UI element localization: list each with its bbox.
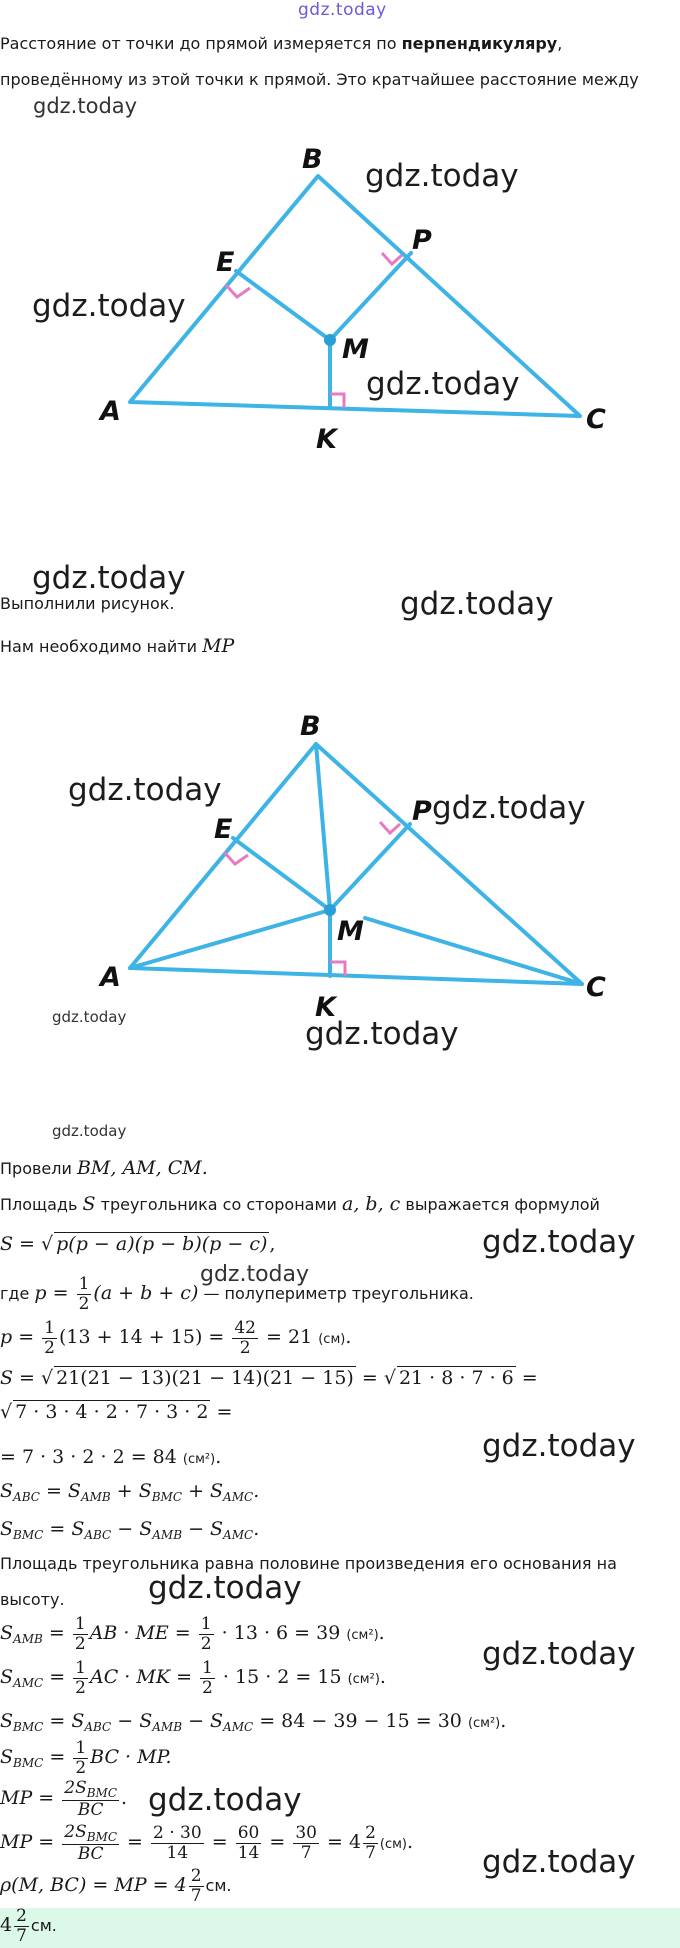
label-k: K — [315, 992, 336, 1023]
watermark: gdz.today — [148, 1782, 302, 1818]
formula-p-def: где p = $\frac{1}{2}$ (a + b + c) — полупериметр треугольника. — [0, 1274, 474, 1314]
label-k: K — [316, 424, 337, 455]
label-a: A — [100, 396, 121, 427]
formula-s-calc-1: S = √ 21(21 − 13)(21 − 14)(21 − 15) = √ 21 · 8 · 7 · 6 = — [0, 1367, 538, 1389]
label-e: E — [216, 247, 235, 278]
formula-bmc-def: $S_{BMC}$ = $\frac{1}{2}$ BC · MP. — [0, 1738, 172, 1778]
formula-s-calc-3: = 7 · 3 · 2 · 2 = 84 (см²). — [0, 1446, 222, 1468]
watermark: gdz.today — [52, 1008, 127, 1026]
watermark: gdz.today — [148, 1570, 302, 1606]
watermark: gdz.today — [52, 1122, 127, 1140]
formula-bmc-calc: $S_{BMC} = S_{ABC} - S_{AMB} - S_{AMC} = 84 - 39 - 15 = 30$ (см²). — [0, 1710, 507, 1734]
segment-bm — [316, 744, 330, 910]
segment-cm — [365, 918, 582, 984]
formula-rho: ρ(M, BC) = MP = 4 $\frac{2}{7}$ см. — [0, 1866, 232, 1906]
answer-value: 4 $\frac{2}{7}$ см. — [0, 1906, 57, 1946]
watermark: gdz.today — [68, 772, 222, 808]
label-b: B — [302, 144, 323, 175]
label-a: A — [100, 962, 121, 993]
right-angle-p — [382, 253, 402, 264]
watermark: gdz.today — [32, 560, 186, 596]
text-area-rule-2: высоту. — [0, 1590, 65, 1609]
segment-me — [233, 838, 330, 910]
formula-s-calc-2: √ 7 · 3 · 4 · 2 · 7 · 3 · 2 = — [0, 1401, 233, 1423]
watermark: gdz.today — [482, 1636, 636, 1672]
triangle-figure-1 — [0, 100, 680, 470]
right-angle-k — [330, 394, 344, 408]
segment-mp — [330, 253, 411, 340]
watermark: gdz.today — [482, 1224, 636, 1260]
formula-amb: $S_{AMB}$ = $\frac{1}{2}$ AB · ME = $\frac{1}{2}$ · 13 · 6 = 39 (см²). — [0, 1614, 385, 1654]
formula-mp-def: MP = $\frac{2S_{BMC}}{BC}$ . — [0, 1778, 128, 1820]
formula-sum: $S_{ABC} = S_{AMB} + S_{BMC} + S_{AMC}$. — [0, 1480, 260, 1504]
watermark: gdz.today — [365, 158, 519, 194]
triangle-figure-2 — [0, 700, 680, 1040]
formula-mp-calc: MP = $\frac{2S_{BMC}}{BC}$ = $\frac{2 \cdot 30}{14}$ = $\frac{60}{14}$ = $\frac{30}{7}$ = 4 $\frac{2}{7}$ (см). — [0, 1822, 414, 1864]
formula-p-calc: p = $\frac{1}{2}$ (13 + 14 + 15) = $\frac{42}{2}$ = 21 (см). — [0, 1318, 352, 1358]
right-angle-e — [224, 852, 248, 864]
formula-diff: $S_{BMC} = S_{ABC} - S_{AMB} - S_{AMC}$. — [0, 1518, 260, 1542]
segment-am — [130, 910, 330, 968]
watermark: gdz.today — [33, 94, 138, 118]
segment-mp — [330, 824, 410, 910]
point-m — [324, 904, 336, 916]
right-angle-e — [226, 285, 250, 297]
label-c: C — [586, 404, 606, 435]
watermark: gdz.today — [32, 288, 186, 324]
text-drew: Провели BM, AM, CM. — [0, 1157, 208, 1179]
text-drawn: Выполнили рисунок. — [0, 594, 175, 613]
text-area-rule-1: Площадь треугольника равна половине произведения его основания на — [0, 1554, 617, 1573]
label-m: M — [342, 334, 369, 365]
right-angle-p — [380, 822, 400, 833]
label-b: B — [300, 711, 321, 742]
intro-line-1: Расстояние от точки до прямой измеряется по перпендикуляру, — [0, 34, 563, 53]
site-header-logo[interactable]: gdz.today — [298, 0, 387, 20]
watermark: gdz.today — [200, 1262, 310, 1287]
text-need-find: Нам необходимо найти MP — [0, 635, 235, 657]
label-p: P — [412, 796, 432, 827]
label-m: M — [337, 916, 364, 947]
watermark: gdz.today — [400, 586, 554, 622]
watermark: gdz.today — [366, 366, 520, 402]
watermark: gdz.today — [482, 1428, 636, 1464]
segment-me — [236, 271, 330, 340]
watermark: gdz.today — [305, 1016, 459, 1052]
label-e: E — [214, 814, 233, 845]
text-heron-intro: Площадь S треугольника со сторонами a, b, c выражается формулой — [0, 1193, 600, 1215]
point-m — [324, 334, 336, 346]
answer-box — [0, 1908, 680, 1948]
watermark: gdz.today — [482, 1844, 636, 1880]
watermark: gdz.today — [432, 790, 586, 826]
intro-line-2: проведённому из этой точки к прямой. Это кратчайшее расстояние между — [0, 70, 639, 89]
label-p: P — [412, 225, 432, 256]
formula-heron: S = √ p(p − a)(p − b)(p − c) , — [0, 1233, 276, 1255]
label-c: C — [586, 972, 606, 1003]
formula-amc: $S_{AMC}$ = $\frac{1}{2}$ AC · MK = $\frac{1}{2}$ · 15 · 2 = 15 (см²). — [0, 1658, 386, 1698]
